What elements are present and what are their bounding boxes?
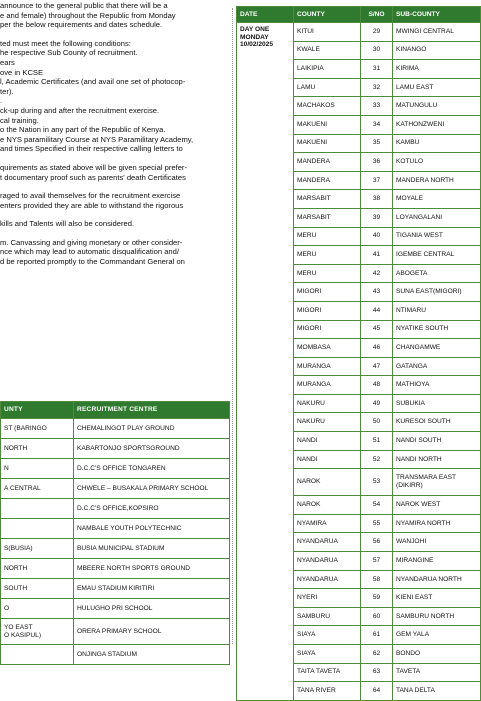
table-header-row (1, 402, 230, 419)
centre-cell: ORERA PRIMARY SCHOOL (74, 619, 230, 645)
serial-number-cell: 49 (361, 394, 393, 413)
subcounty-cell: TAVETA (393, 663, 481, 682)
county-cell: SIAYA (294, 626, 361, 645)
subcounty-cell: LOYANGALANI (393, 208, 481, 227)
col-header-subcounty: SUB-COUNTY (393, 7, 481, 23)
county-cell: S(BUSIA) (1, 539, 74, 559)
county-cell: MIGORI (294, 320, 361, 339)
county-cell: KITUI (294, 23, 361, 42)
centre-cell: MBEERE NORTH SPORTS GROUND (74, 559, 230, 579)
county-cell: MURANGA (294, 376, 361, 395)
county-cell: NAROK (294, 496, 361, 515)
text-line: ter). (0, 86, 14, 96)
centre-cell: D.C.C'S OFFICE,KOPSIRO (74, 499, 230, 519)
subcounty-cell: LAMU EAST (393, 78, 481, 97)
subcounty-cell: IGEMBE CENTRAL (393, 246, 481, 265)
county-cell: A CENTRAL (1, 479, 74, 499)
text-line: and times Specified in their respective calling letters to (0, 144, 183, 154)
serial-number-cell: 37 (361, 171, 393, 190)
table-row (1, 419, 230, 439)
county-cell: MANDERA (294, 171, 361, 190)
subcounty-cell: NAROK WEST (393, 496, 481, 515)
county-cell: NANDI (294, 432, 361, 451)
serial-number-cell: 32 (361, 78, 393, 97)
county-cell: NAROK (294, 469, 361, 496)
serial-number-cell: 62 (361, 645, 393, 664)
text-line: e NYS paramilitary Course at NYS Paramilitary Academy, (0, 134, 194, 144)
county-cell: TANA RIVER (294, 682, 361, 701)
subcounty-cell: GATANGA (393, 357, 481, 376)
county-cell: NAKURU (294, 394, 361, 413)
table-row (1, 519, 230, 539)
county-cell: YO EAST O KASIPUL) (1, 619, 74, 645)
serial-number-cell: 46 (361, 339, 393, 358)
county-cell: MERU (294, 246, 361, 265)
centre-cell: EMAU STADIUM KIRITIRI (74, 579, 230, 599)
text-line: ted must meet the following conditions: (0, 38, 131, 48)
table-row (1, 479, 230, 499)
centre-cell: D.C.C'S OFFICE TONGAREN (74, 459, 230, 479)
subcounty-cell: NYANDARUA NORTH (393, 570, 481, 589)
date-line: 10/02/2025 (240, 41, 274, 49)
county-cell: LAMU (294, 78, 361, 97)
serial-number-cell: 43 (361, 283, 393, 302)
serial-number-cell: 39 (361, 208, 393, 227)
text-line: quirements as stated above will be given special prefer- (0, 162, 187, 172)
serial-number-cell: 57 (361, 552, 393, 571)
subcounty-cell: KIRIMA (393, 60, 481, 79)
county-cell: NORTH (1, 559, 74, 579)
text-line: ove in KCSE (0, 67, 44, 77)
centre-cell: NAMBALE YOUTH POLYTECHNIC (74, 519, 230, 539)
text-line: announce to the general public that there will be a (0, 1, 168, 10)
subcounty-cell: MATUNGULU (393, 97, 481, 116)
text-line: nce which may lead to automatic disqualification and/ (0, 247, 179, 257)
centre-cell: ONJINGA STADIUM (74, 645, 230, 665)
subcounty-cell: SUBUKIA (393, 394, 481, 413)
subcounty-cell: WANJOHI (393, 533, 481, 552)
serial-number-cell: 59 (361, 589, 393, 608)
county-cell: MARSABIT (294, 190, 361, 209)
county-cell: NORTH (1, 439, 74, 459)
subcounty-cell: KINANGO (393, 41, 481, 60)
date-line: DAY ONE (240, 26, 270, 33)
county-cell: MURANGA (294, 357, 361, 376)
col-header-centre: RECRUITMENT CENTRE (74, 402, 230, 419)
table-row (1, 539, 230, 559)
text-line: e and female) throughout the Republic from Monday (0, 10, 176, 20)
county-cell: MAKUENI (294, 115, 361, 134)
serial-number-cell: 61 (361, 626, 393, 645)
subcounty-cell: TIGANIA WEST (393, 227, 481, 246)
county-cell (1, 519, 74, 539)
date-cell (237, 23, 294, 701)
serial-number-cell: 56 (361, 533, 393, 552)
recruitment-schedule-table (236, 6, 481, 701)
subcounty-cell: CHANGAMWE (393, 339, 481, 358)
serial-number-cell: 34 (361, 115, 393, 134)
table-header-row (237, 7, 481, 23)
centre-cell: CHEMALINGOT PLAY GROUND (74, 419, 230, 439)
subcounty-cell: SAMBURU NORTH (393, 607, 481, 626)
serial-number-cell: 52 (361, 450, 393, 469)
column-divider (232, 8, 233, 644)
subcounty-cell: MWINGI CENTRAL (393, 23, 481, 42)
table-row (1, 439, 230, 459)
serial-number-cell: 35 (361, 134, 393, 153)
subcounty-cell: MANDERA NORTH (393, 171, 481, 190)
text-line: ck-up during and after the recruitment exercise. (0, 105, 160, 115)
county-cell (1, 499, 74, 519)
serial-number-cell: 48 (361, 376, 393, 395)
subcounty-cell: KURESOI SOUTH (393, 413, 481, 432)
county-cell: MANDERA (294, 153, 361, 172)
subcounty-cell: NANDI NORTH (393, 450, 481, 469)
subcounty-cell: BONDO (393, 645, 481, 664)
subcounty-cell: MATHIOYA (393, 376, 481, 395)
table-row (1, 559, 230, 579)
subcounty-cell: NTIMARU (393, 301, 481, 320)
schedule-column (236, 6, 480, 695)
county-cell: MIGORI (294, 301, 361, 320)
subcounty-cell: NYAMIRA NORTH (393, 514, 481, 533)
date-line: MONDAY (240, 33, 269, 41)
serial-number-cell: 36 (361, 153, 393, 172)
text-line: t documentary proof such as parents' death Certificates (0, 172, 186, 182)
table-row (1, 459, 230, 479)
subcounty-cell: KATHONZWENI (393, 115, 481, 134)
table-row (237, 23, 481, 42)
subcounty-cell: TANA DELTA (393, 682, 481, 701)
table-row (1, 579, 230, 599)
text-line: raged to avail themselves for the recruitment exercise (0, 191, 181, 201)
county-cell: O (1, 599, 74, 619)
county-cell: MIGORI (294, 283, 361, 302)
county-cell: N (1, 459, 74, 479)
county-cell: MERU (294, 227, 361, 246)
county-cell: SIAYA (294, 645, 361, 664)
serial-number-cell: 58 (361, 570, 393, 589)
col-header-county: COUNTY (294, 7, 361, 23)
county-cell: NYERI (294, 589, 361, 608)
county-cell: NYAMIRA (294, 514, 361, 533)
text-line: m. Canvassing and giving monetary or other consider- (0, 237, 183, 247)
serial-number-cell: 63 (361, 663, 393, 682)
serial-number-cell: 60 (361, 607, 393, 626)
text-line: per the below requirements and dates schedule. (0, 20, 163, 30)
county-cell: NANDI (294, 450, 361, 469)
serial-number-cell: 38 (361, 190, 393, 209)
table-row (1, 499, 230, 519)
county-cell: MAKUENI (294, 134, 361, 153)
county-cell: NAKURU (294, 413, 361, 432)
table-row (1, 619, 230, 645)
col-header-county: UNTY (1, 402, 74, 419)
table-row (1, 645, 230, 665)
subcounty-cell: KOTULO (393, 153, 481, 172)
centre-cell: HULUGHO PRI SCHOOL (74, 599, 230, 619)
serial-number-cell: 29 (361, 23, 393, 42)
serial-number-cell: 42 (361, 264, 393, 283)
col-header-sno: S/NO (361, 7, 393, 23)
subcounty-cell: MIRANGINE (393, 552, 481, 571)
text-line: he respective Sub County of recruitment. (0, 48, 138, 58)
county-cell: SOUTH (1, 579, 74, 599)
county-cell: SAMBURU (294, 607, 361, 626)
col-header-date: DATE (237, 7, 294, 23)
text-line: o the Nation in any part of the Republic of Kenya. (0, 125, 166, 135)
announcement-column (0, 0, 229, 658)
serial-number-cell: 44 (361, 301, 393, 320)
county-cell (1, 645, 74, 665)
county-cell: MOMBASA (294, 339, 361, 358)
subcounty-cell: KIENI EAST (393, 589, 481, 608)
serial-number-cell: 54 (361, 496, 393, 515)
serial-number-cell: 55 (361, 514, 393, 533)
county-cell: NYANDARUA (294, 570, 361, 589)
serial-number-cell: 47 (361, 357, 393, 376)
text-line: cal training. (0, 115, 39, 125)
subcounty-cell: GEM YALA (393, 626, 481, 645)
text-line: ears (0, 57, 15, 67)
subcounty-cell: NYATIKE SOUTH (393, 320, 481, 339)
county-cell: MARSABIT (294, 208, 361, 227)
county-cell: MERU (294, 264, 361, 283)
centre-cell: KABARTONJO SPORTSGROUND (74, 439, 230, 459)
serial-number-cell: 33 (361, 97, 393, 116)
subcounty-cell: MOYALE (393, 190, 481, 209)
text-line: kills and Talents will also be considered. (0, 219, 135, 229)
serial-number-cell: 30 (361, 41, 393, 60)
county-cell: KWALE (294, 41, 361, 60)
subcounty-cell: ABOGETA (393, 264, 481, 283)
county-cell: TAITA TAVETA (294, 663, 361, 682)
county-cell: LAIKIPIA (294, 60, 361, 79)
serial-number-cell: 31 (361, 60, 393, 79)
text-line: . (0, 96, 3, 106)
subcounty-cell: SUNA EAST(MIGORI) (393, 283, 481, 302)
recruitment-centres-table (0, 401, 230, 665)
county-cell: NYANDARUA (294, 533, 361, 552)
table-row (1, 599, 230, 619)
announcement-text (0, 0, 229, 267)
subcounty-cell: NANDI SOUTH (393, 432, 481, 451)
text-line: d be reported promptly to the Commandant General on (0, 257, 185, 267)
subcounty-cell: KAMBU (393, 134, 481, 153)
county-cell: MACHAKOS (294, 97, 361, 116)
subcounty-cell: TRANSMARA EAST (DIKIRR) (393, 469, 481, 496)
county-cell: NYANDARUA (294, 552, 361, 571)
text-line: l, Academic Certificates (and avail one set of photocop- (0, 77, 186, 87)
serial-number-cell: 50 (361, 413, 393, 432)
serial-number-cell: 53 (361, 469, 393, 496)
serial-number-cell: 41 (361, 246, 393, 265)
serial-number-cell: 64 (361, 682, 393, 701)
text-line: enters provided they are able to withstand the rigorous (0, 200, 184, 210)
serial-number-cell: 40 (361, 227, 393, 246)
centre-cell: CHWELE – BUSAKALA PRIMARY SCHOOL (74, 479, 230, 499)
county-cell: ST (BARINGO (1, 419, 74, 439)
serial-number-cell: 45 (361, 320, 393, 339)
centre-cell: BUSIA MUNICIPAL STADIUM (74, 539, 230, 559)
serial-number-cell: 51 (361, 432, 393, 451)
